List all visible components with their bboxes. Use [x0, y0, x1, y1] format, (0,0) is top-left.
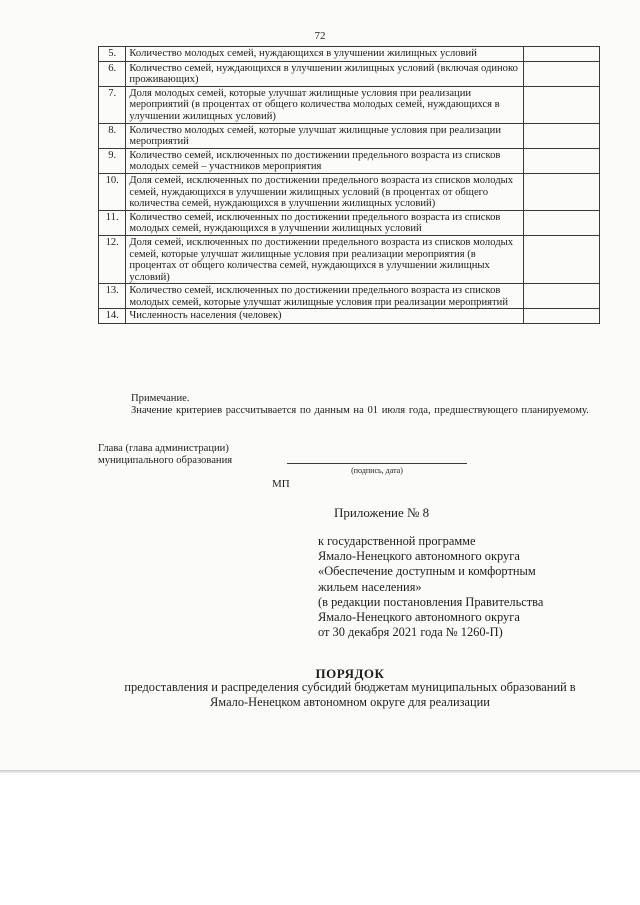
document-subtitle: предоставления и распределения субсидий бюджетам муниципальных образований в Ямало-Ненецком автономном округе для реализации [124, 680, 576, 709]
table-row [99, 235, 600, 283]
criterion-value-cell [523, 284, 599, 309]
appendix-lines [318, 534, 618, 640]
criterion-name: Количество молодых семей, которые улучшат жилищные условия при реализации мероприятий [126, 123, 524, 148]
table-row [99, 309, 600, 324]
appendix-line: Ямало-Ненецкого автономного округа [318, 610, 520, 625]
appendix-line: «Обеспечение доступным и комфортным [318, 564, 536, 579]
row-number: 10. [99, 173, 126, 210]
appendix-line: от 30 декабря 2021 года № 1260-П) [318, 625, 503, 640]
row-number: 5. [99, 47, 126, 62]
row-number: 13. [99, 284, 126, 309]
appendix-line: (в редакции постановления Правительства [318, 594, 544, 609]
note-block [98, 393, 602, 417]
criterion-value-cell [523, 148, 599, 173]
criterion-value-cell [523, 86, 599, 123]
criterion-name: Доля семей, исключенных по достижении предельного возраста из списков молодых семей, нуждающихся в улучшении жилищных условий (в процентах от общего количества семей, нуждающихся в улучшении жилищных условий) [126, 173, 524, 210]
appendix-line: Ямало-Ненецкого автономного округа [318, 549, 520, 564]
row-number: 7. [99, 86, 126, 123]
table-row [99, 173, 600, 210]
criterion-name: Доля молодых семей, которые улучшат жилищные условия при реализации мероприятий (в процентах от общего количества молодых семей, нуждающихся в улучшении жилищных условий) [126, 86, 524, 123]
criterion-name: Численность населения (человек) [126, 309, 524, 324]
criterion-name: Доля семей, исключенных по достижении предельного возраста из списков молодых семей, которые улучшат жилищные условия при реализации мероприятия (в процентах от общего количества семей, нуждающихся в улучшении жилищных условий) [126, 235, 524, 283]
criterion-value-cell [523, 123, 599, 148]
appendix-title: Приложение № 8 [334, 505, 430, 520]
note-label: Примечание. [131, 393, 190, 404]
row-number: 11. [99, 210, 126, 235]
criterion-value-cell [523, 47, 599, 62]
row-number: 8. [99, 123, 126, 148]
table-row [99, 148, 600, 173]
criterion-value-cell [523, 309, 599, 324]
document-title: ПОРЯДОК [315, 666, 385, 681]
row-number: 9. [99, 148, 126, 173]
row-number: 12. [99, 235, 126, 283]
note-body: Значение критериев рассчитывается по данным на 01 июля года, предшествующего планируемому. [131, 405, 589, 416]
table-row [99, 123, 600, 148]
criterion-name: Количество семей, исключенных по достижении предельного возраста из списков молодых семей, нуждающихся в улучшении жилищных условий [126, 210, 524, 235]
scan-edge [0, 770, 640, 774]
table-row [99, 284, 600, 309]
page-number: 72 [314, 30, 326, 42]
criterion-value-cell [523, 210, 599, 235]
criterion-name: Количество семей, исключенных по достижении предельного возраста из списков молодых семей, которые улучшат жилищные условия при реализации мероприятий [126, 284, 524, 309]
table-row [99, 210, 600, 235]
stamp-label: МП [272, 478, 290, 490]
appendix-line: к государственной программе [318, 534, 476, 548]
signature-line [287, 463, 467, 464]
table-row [99, 61, 600, 86]
table-row [99, 47, 600, 62]
appendix-line: жильем населения» [318, 579, 422, 594]
criterion-name: Количество семей, нуждающихся в улучшении жилищных условий (включая одиноко проживающих) [126, 61, 524, 86]
criterion-value-cell [523, 173, 599, 210]
criterion-name: Количество семей, исключенных по достижении предельного возраста из списков молодых семей – участников мероприятия [126, 148, 524, 173]
signatory-title: Глава (глава администрации) [98, 443, 229, 454]
criterion-value-cell [523, 235, 599, 283]
criterion-value-cell [523, 61, 599, 86]
row-number: 14. [99, 309, 126, 324]
row-number: 6. [99, 61, 126, 86]
signatory-organization: муниципального образования [98, 455, 233, 466]
criteria-table [98, 46, 600, 324]
signature-caption: (подпись, дата) [351, 466, 403, 475]
table-row [99, 86, 600, 123]
signatory-block [98, 443, 298, 467]
criterion-name: Количество молодых семей, нуждающихся в улучшении жилищных условий [126, 47, 524, 62]
